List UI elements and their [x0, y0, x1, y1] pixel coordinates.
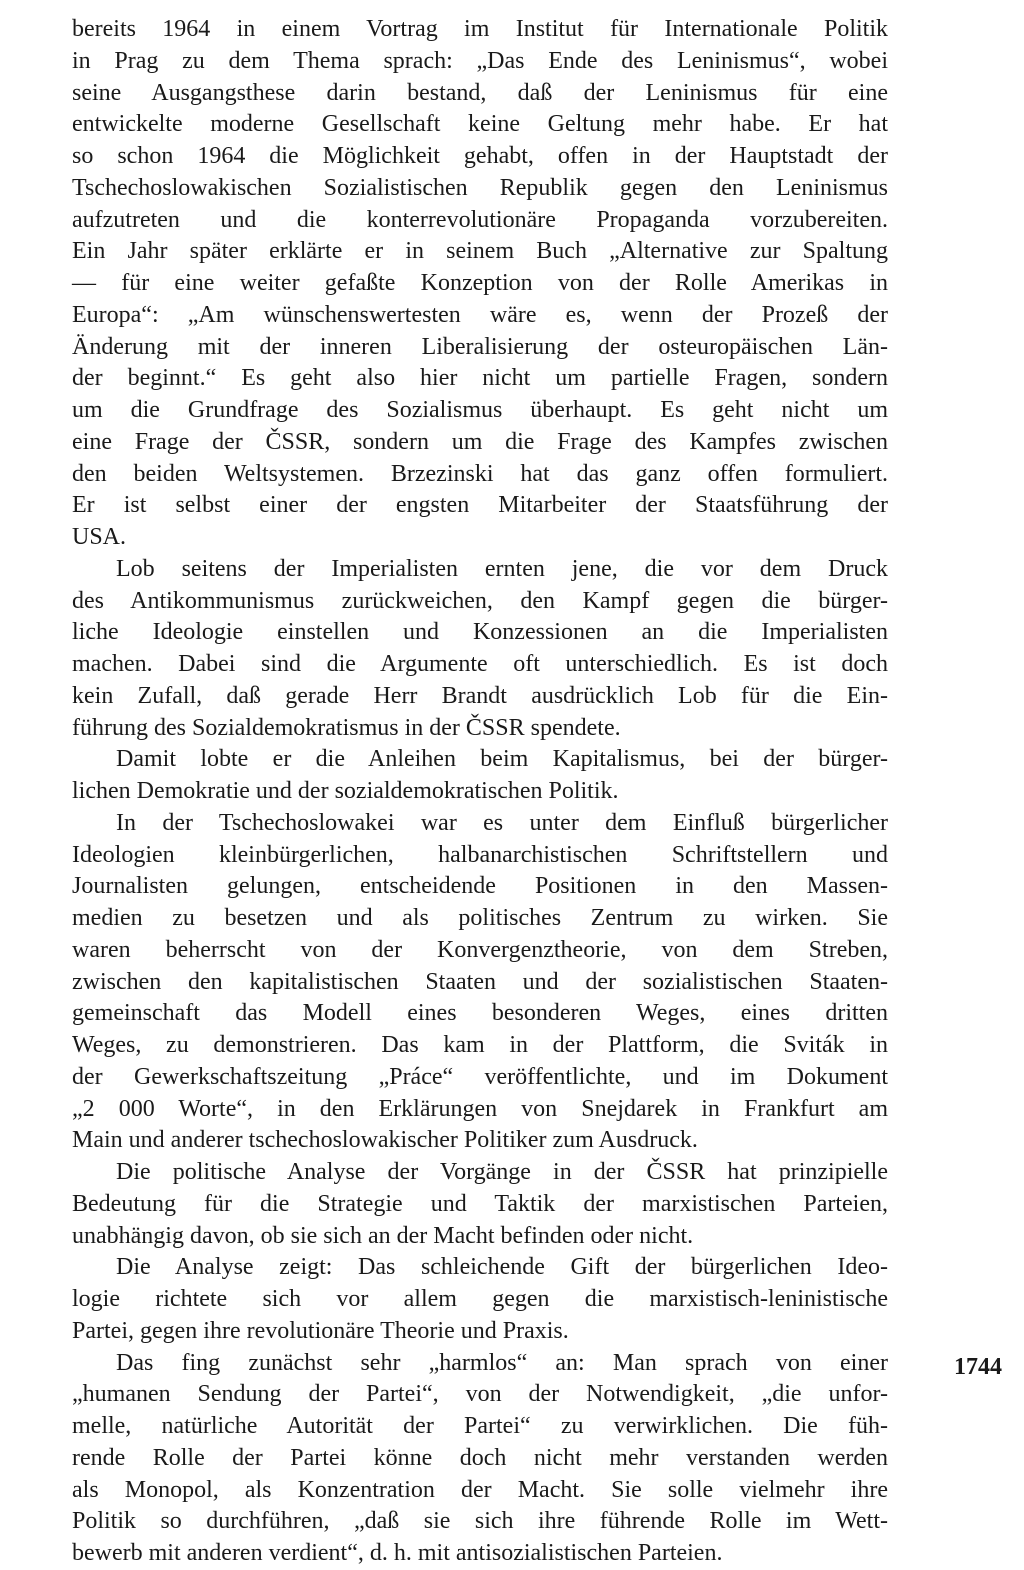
- text-line: lichen Demokratie und der sozialdemokratischen Politik.: [72, 778, 619, 804]
- text-line: führung des Sozialdemokratismus in der ČSSR spendete.: [72, 714, 621, 741]
- text-line: USA.: [72, 524, 127, 550]
- paragraph: [72, 1252, 888, 1347]
- text-line: zwischen den kapitalistischen Staaten und der sozialistischen Staaten-: [72, 968, 888, 995]
- text-line: Das fing zunächst sehr „harmlos“ an: Man sprach von einer: [116, 1349, 888, 1376]
- text-line: Bedeutung für die Strategie und Taktik der marxistischen Parteien,: [72, 1190, 888, 1217]
- text-line: liche Ideologie einstellen und Konzessionen an die Imperialisten: [72, 619, 888, 646]
- text-line: seine Ausgangsthese darin bestand, daß der Leninismus für eine: [72, 79, 888, 106]
- text-line: gemeinschaft das Modell eines besonderen Weges, eines dritten: [72, 1000, 888, 1027]
- text-line: Damit lobte er die Anleihen beim Kapitalismus, bei der bürger-: [116, 746, 888, 773]
- text-line: Die politische Analyse der Vorgänge in der ČSSR hat prinzipielle: [116, 1159, 888, 1185]
- text-line: Tschechoslowakischen Sozialistischen Republik gegen den Leninismus: [72, 174, 888, 201]
- paragraph: [72, 1157, 888, 1252]
- text-line: Main und anderer tschechoslowakischer Politiker zum Ausdruck.: [72, 1127, 698, 1154]
- text-line: Ideologien kleinbürgerlichen, halbanarchistischen Schriftstellern und: [72, 841, 888, 868]
- text-line: rende Rolle der Partei könne doch nicht mehr verstanden werden: [72, 1444, 888, 1471]
- text-line: medien zu besetzen und als politisches Zentrum zu wirken. Sie: [72, 905, 888, 931]
- text-line: den beiden Weltsystemen. Brzezinski hat das ganz offen formuliert.: [72, 460, 888, 487]
- text-line: so schon 1964 die Möglichkeit gehabt, offen in der Hauptstadt der: [72, 143, 888, 169]
- text-line: melle, natürliche Autorität der Partei“ zu verwirklichen. Die füh-: [72, 1413, 888, 1439]
- text-line: bereits 1964 in einem Vortrag im Institut für Internationale Politik: [72, 16, 888, 42]
- paragraph: [72, 744, 888, 808]
- text-line: Die Analyse zeigt: Das schleichende Gift der bürgerlichen Ideo-: [116, 1254, 888, 1281]
- text-line: Lob seitens der Imperialisten ernten jene, die vor dem Druck: [116, 555, 888, 582]
- text-line: In der Tschechoslowakei war es unter dem Einfluß bürgerlicher: [116, 809, 888, 836]
- text-line: aufzutreten und die konterrevolutionäre Propaganda vorzubereiten.: [72, 206, 888, 233]
- text-line: Politik so durchführen, „daß sie sich ihre führende Rolle im Wett-: [72, 1508, 888, 1535]
- text-line: Ein Jahr später erklärte er in seinem Buch „Alternative zur Spaltung: [72, 238, 888, 265]
- text-line: der Gewerkschaftszeitung „Práce“ veröffentlichte, und im Dokument: [72, 1063, 888, 1090]
- text-line: des Antikommunismus zurückweichen, den Kampf gegen die bürger-: [72, 587, 888, 614]
- paragraph: [72, 808, 888, 1157]
- text-line: Partei, gegen ihre revolutionäre Theorie und Praxis.: [72, 1317, 569, 1344]
- text-line: bewerb mit anderen verdient“, d. h. mit antisozialistischen Parteien.: [72, 1540, 723, 1566]
- body-text: [72, 14, 888, 1570]
- text-line: „2 000 Worte“, in den Erklärungen von Snejdarek in Frankfurt am: [72, 1095, 888, 1122]
- text-line: „humanen Sendung der Partei“, von der Notwendigkeit, „die unfor-: [72, 1381, 888, 1408]
- text-line: als Monopol, als Konzentration der Macht. Sie solle vielmehr ihre: [72, 1476, 888, 1503]
- paragraph: [72, 14, 888, 554]
- text-line: waren beherrscht von der Konvergenztheorie, von dem Streben,: [72, 936, 888, 963]
- text-line: entwickelte moderne Gesellschaft keine Geltung mehr habe. Er hat: [72, 111, 888, 138]
- text-line: der beginnt.“ Es geht also hier nicht um partielle Fragen, sondern: [72, 365, 888, 392]
- text-line: machen. Dabei sind die Argumente oft unterschiedlich. Es ist doch: [72, 651, 888, 677]
- text-line: um die Grundfrage des Sozialismus überhaupt. Es geht nicht um: [72, 397, 888, 423]
- text-line: unabhängig davon, ob sie sich an der Macht befinden oder nicht.: [72, 1222, 694, 1249]
- text-line: Journalisten gelungen, entscheidende Positionen in den Massen-: [72, 873, 888, 900]
- text-line: Europa“: „Am wünschenswertesten wäre es, wenn der Prozeß der: [72, 301, 888, 328]
- text-line: logie richtete sich vor allem gegen die marxistisch-leninistische: [72, 1286, 888, 1312]
- paragraph: [72, 554, 888, 745]
- text-line: kein Zufall, daß gerade Herr Brandt ausdrücklich Lob für die Ein-: [72, 682, 888, 709]
- text-line: eine Frage der ČSSR, sondern um die Frage des Kampfes zwischen: [72, 428, 888, 455]
- paragraph: [72, 1348, 888, 1570]
- page-number: 1744: [954, 1354, 1002, 1380]
- text-line: Änderung mit der inneren Liberalisierung der osteuropäischen Län-: [72, 333, 888, 360]
- text-line: Weges, zu demonstrieren. Das kam in der Plattform, die Sviták in: [72, 1032, 888, 1058]
- text-line: Er ist selbst einer der engsten Mitarbeiter der Staatsführung der: [72, 492, 888, 519]
- text-line: — für eine weiter gefaßte Konzeption von der Rolle Amerikas in: [72, 270, 888, 296]
- text-line: in Prag zu dem Thema sprach: „Das Ende des Leninismus“, wobei: [72, 47, 888, 74]
